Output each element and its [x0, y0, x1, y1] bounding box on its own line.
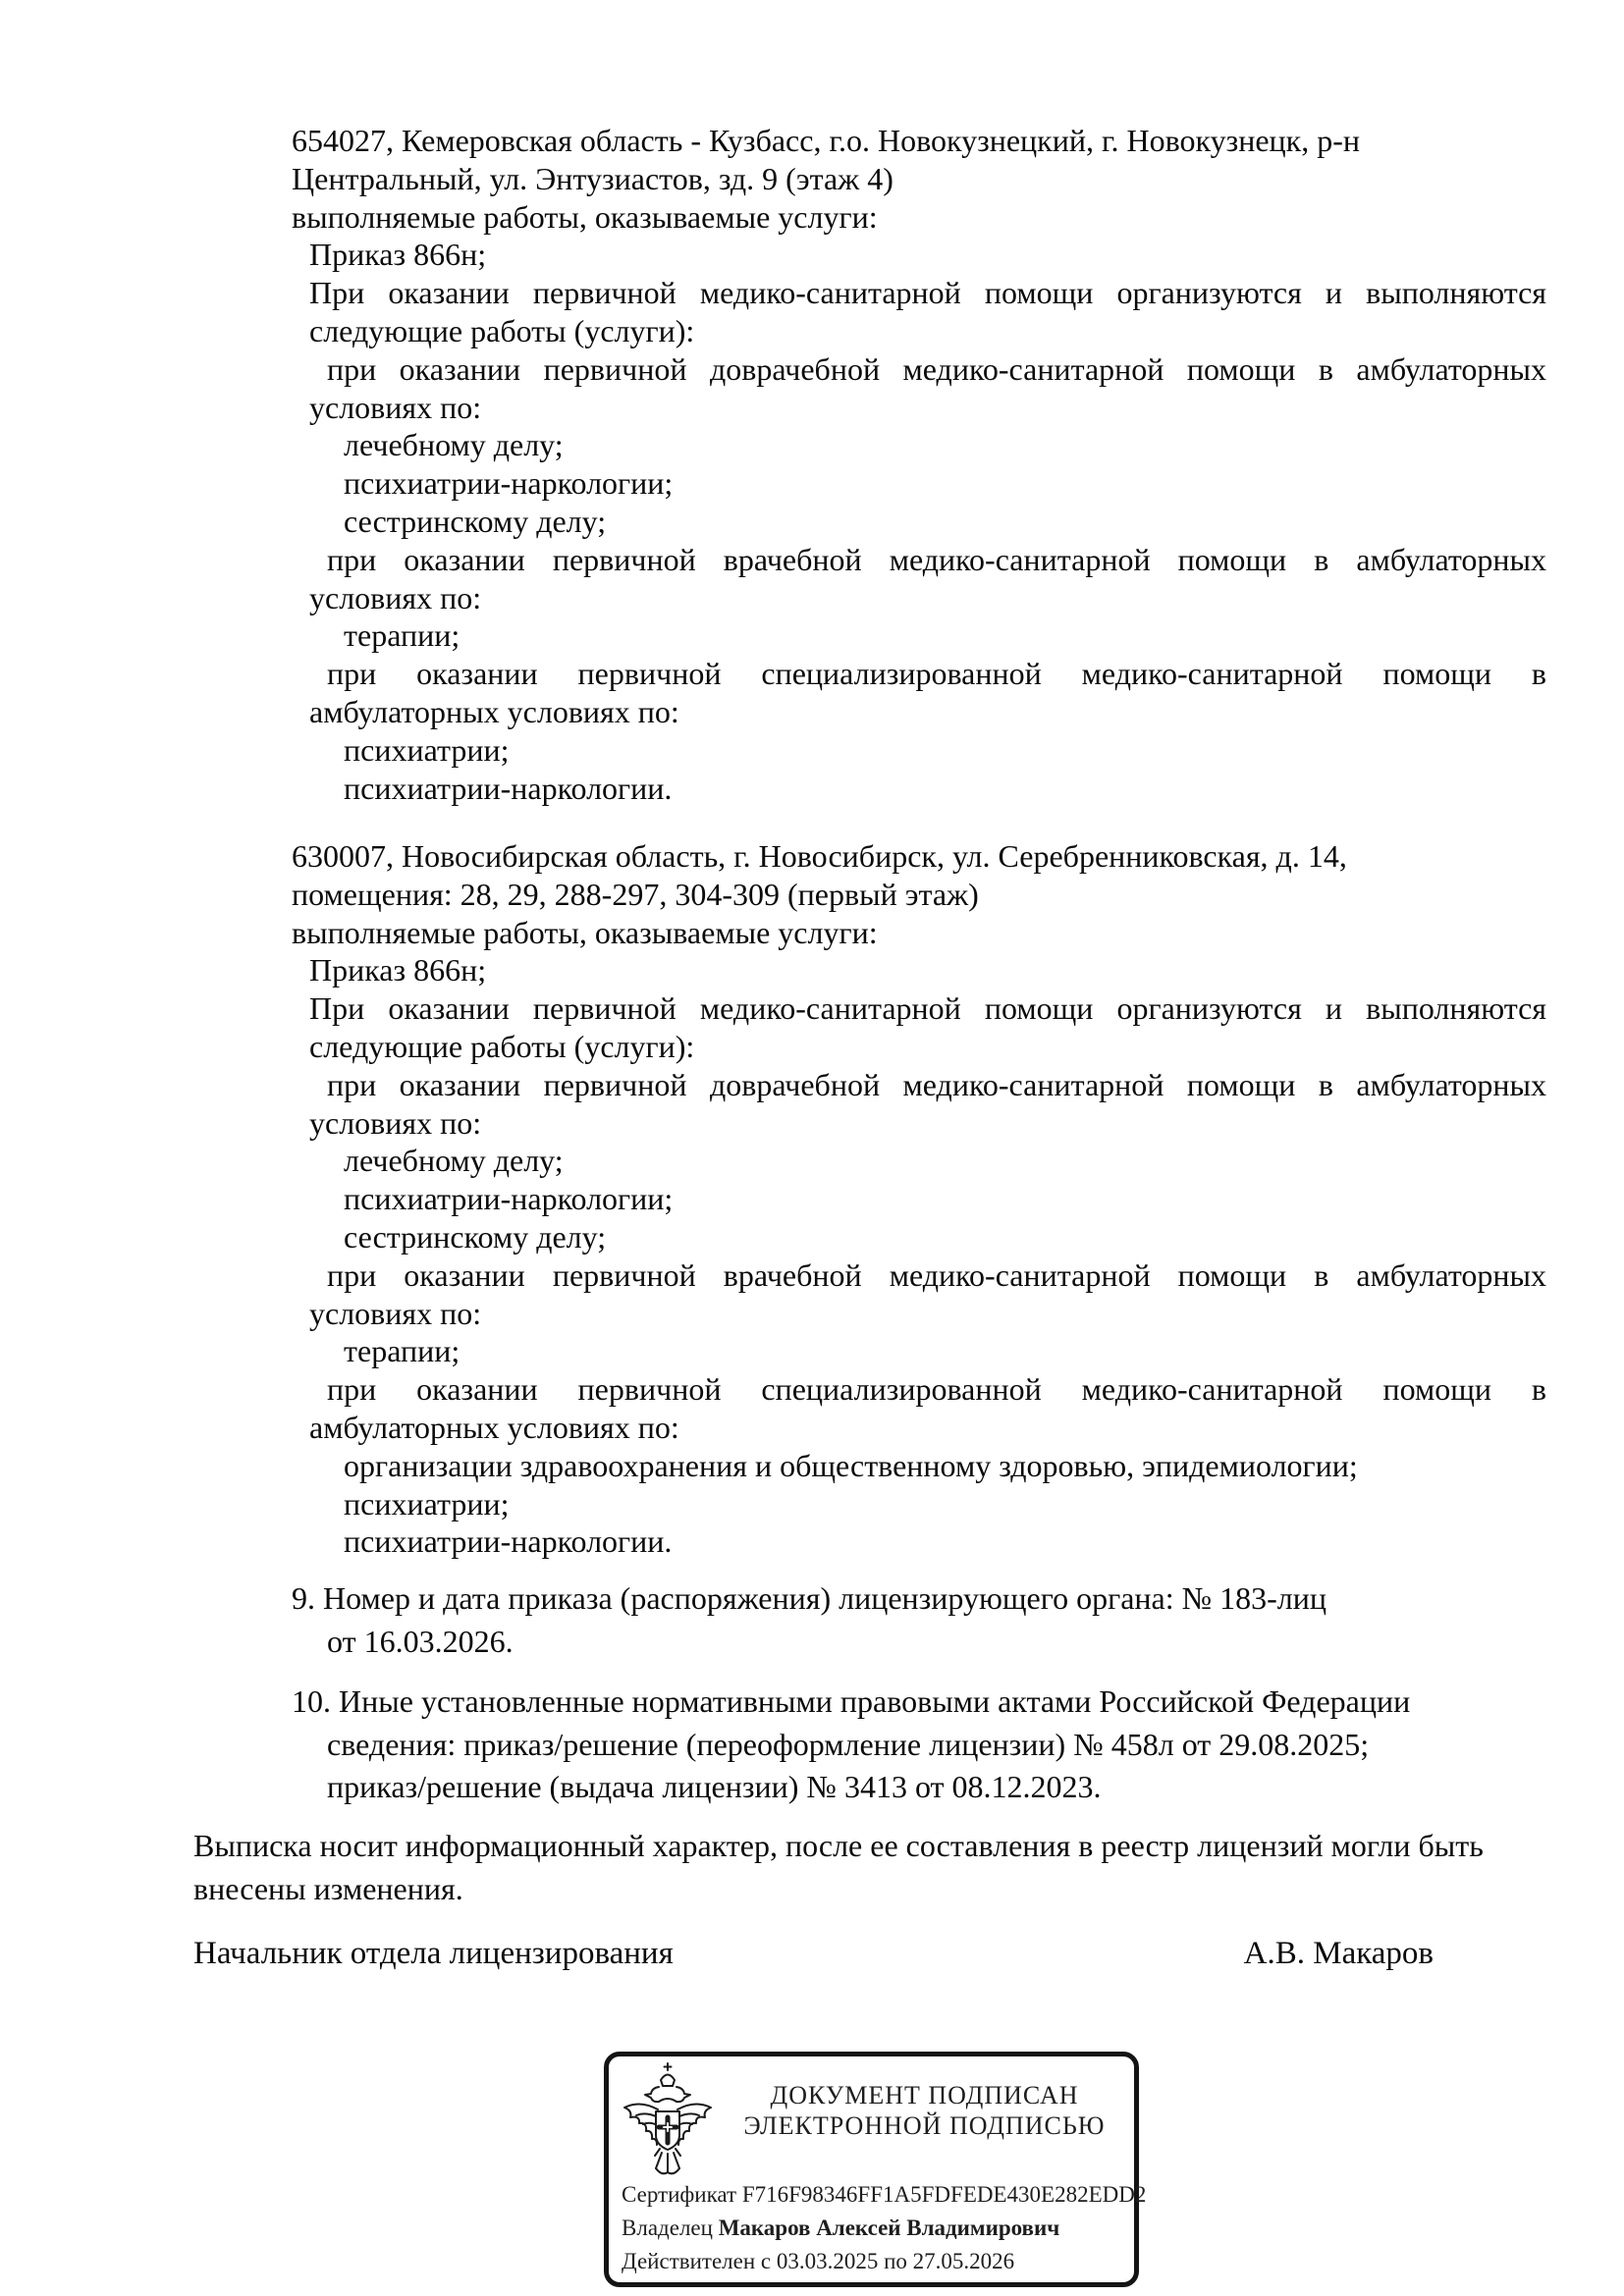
- stamp-title: [725, 2080, 1124, 2141]
- owner-label: Владелец: [622, 2216, 719, 2240]
- text-line: Выписка носит информационный характер, после ее составления в реестр лицензий могли быть: [193, 1828, 1484, 1863]
- text-line: сведения: приказ/решение (переоформление лицензии) № 458л от 29.08.2025;: [327, 1726, 1370, 1762]
- roszdravnadzor-eagle-icon: [619, 2062, 717, 2190]
- text-line: при оказании первичной врачебной медико-санитарной помощи в амбулаторных: [327, 541, 1546, 577]
- certificate-label: Сертификат: [622, 2182, 742, 2207]
- signature-row: [193, 1934, 1434, 1973]
- text-line: при оказании первичной доврачебной медико-санитарной помощи в амбулаторных: [327, 1066, 1546, 1102]
- text-line: следующие работы (услуги):: [309, 1028, 695, 1064]
- stamp-details: [622, 2178, 1147, 2278]
- text-line: Приказ 866н;: [309, 952, 487, 988]
- text-line: помещения: 28, 29, 288-297, 304-309 (первый этаж): [292, 876, 979, 912]
- text-line: амбулаторных условиях по:: [309, 693, 679, 729]
- stamp-title-line1: ДОКУМЕНТ ПОДПИСАН: [770, 2081, 1079, 2109]
- text-line: 654027, Кемеровская область - Кузбасс, г.о. Новокузнецкий, г. Новокузнецк, р-н: [292, 123, 1360, 158]
- text-line: 9. Номер и дата приказа (распоряжения) лицензирующего органа: № 183-лиц: [292, 1580, 1327, 1616]
- text-line: приказ/решение (выдача лицензии) № 3413 от 08.12.2023.: [327, 1769, 1102, 1804]
- text-line: При оказании первичной медико-санитарной помощи организуются и выполняются: [309, 275, 1546, 311]
- signer-name: А.В. Макаров: [1243, 1936, 1434, 1971]
- stamp-title-line2: ЭЛЕКТРОННОЙ ПОДПИСЬЮ: [743, 2111, 1106, 2140]
- text-line: психиатрии-наркологии;: [344, 1181, 674, 1217]
- location-block-2: [292, 837, 1546, 1561]
- text-line: выполняемые работы, оказываемые услуги:: [292, 198, 878, 235]
- text-line: амбулаторных условиях по:: [309, 1409, 679, 1445]
- text-line: внесены изменения.: [193, 1870, 463, 1906]
- text-line: 630007, Новосибирская область, г. Новосибирск, ул. Серебренниковская, д. 14,: [292, 838, 1347, 874]
- text-line: лечебному делу;: [344, 1143, 564, 1179]
- text-line: при оказании первичной специализированной медико-санитарной помощи в: [327, 656, 1546, 692]
- text-line: Приказ 866н;: [309, 237, 487, 273]
- section-9-order-number: [292, 1577, 1546, 1663]
- text-line: при оказании первичной врачебной медико-санитарной помощи в амбулаторных: [327, 1256, 1546, 1293]
- text-line: от 16.03.2026.: [327, 1623, 514, 1659]
- text-line: 10. Иные установленные нормативными правовыми актами Российской Федерации: [292, 1683, 1411, 1719]
- text-line: при оказании первичной доврачебной медико-санитарной помощи в амбулаторных: [327, 350, 1546, 387]
- text-line: условиях по:: [309, 1104, 482, 1141]
- text-line: выполняемые работы, оказываемые услуги:: [292, 914, 878, 950]
- certificate-value: F716F98346FF1A5FDFEDE430E282EDD2: [741, 2182, 1147, 2207]
- certificate-line: [622, 2178, 1147, 2212]
- text-line: психиатрии-наркологии.: [344, 1523, 673, 1560]
- section-10-other-info: [292, 1681, 1546, 1809]
- text-line: Центральный, ул. Энтузиастов, зд. 9 (этаж 4): [292, 160, 893, 196]
- text-line: психиатрии-наркологии;: [344, 465, 674, 502]
- text-line: психиатрии;: [344, 731, 510, 768]
- signer-position: Начальник отдела лицензирования: [193, 1936, 674, 1971]
- electronic-signature-stamp: [604, 2052, 1147, 2287]
- validity-line: Действителен с 03.03.2025 по 27.05.2026: [622, 2249, 1015, 2273]
- text-line: терапии;: [344, 1333, 460, 1369]
- text-line: при оказании первичной специализированной медико-санитарной помощи в: [327, 1371, 1546, 1408]
- text-line: сестринскому делу;: [344, 1218, 607, 1255]
- location-block-1: [292, 122, 1546, 807]
- text-line: психиатрии-наркологии.: [344, 770, 673, 806]
- owner-line: [622, 2212, 1126, 2245]
- text-line: сестринскому делу;: [344, 503, 607, 539]
- text-line: условиях по:: [309, 1295, 482, 1331]
- owner-name: Макаров Алексей Владимирович: [718, 2216, 1060, 2240]
- text-line: следующие работы (услуги):: [309, 312, 695, 348]
- footer-note: [193, 1825, 1546, 1910]
- text-line: лечебному делу;: [344, 427, 564, 463]
- text-line: терапии;: [344, 617, 460, 654]
- text-line: психиатрии;: [344, 1485, 510, 1522]
- text-line: условиях по:: [309, 389, 482, 425]
- text-line: условиях по:: [309, 579, 482, 615]
- text-line: организации здравоохранения и общественному здоровью, эпидемиологии;: [344, 1447, 1358, 1483]
- text-line: При оказании первичной медико-санитарной помощи организуются и выполняются: [309, 990, 1546, 1027]
